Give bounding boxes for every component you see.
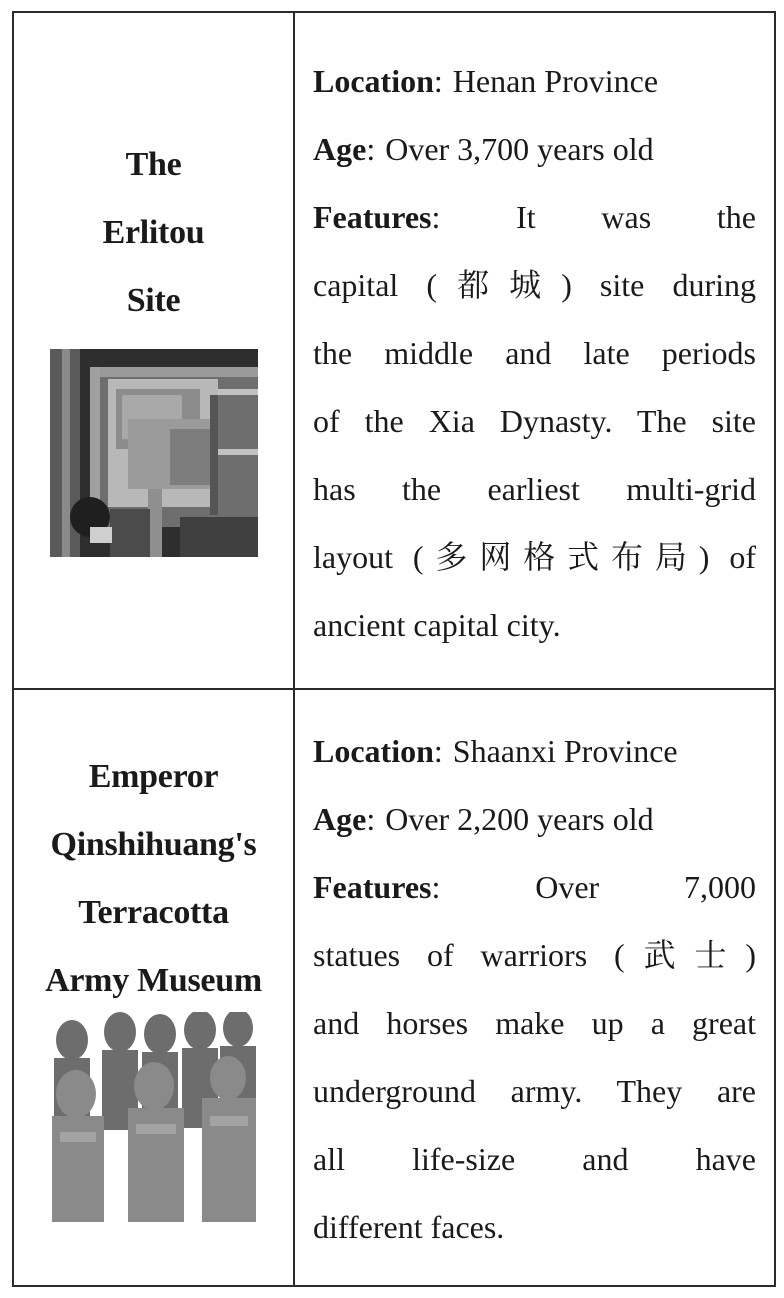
table-row-erlitou — [14, 13, 774, 690]
features-text: the middle and late periods — [313, 335, 756, 371]
erlitou-site-image — [50, 349, 258, 557]
erlitou-site-photo — [50, 349, 258, 557]
site-name-line: Army Museum — [45, 962, 262, 999]
features-text: ancient capital city. — [313, 607, 561, 643]
colon: : — [366, 801, 376, 837]
site-name-line: Erlitou — [102, 214, 205, 251]
features-text: It was the — [516, 199, 757, 235]
site-details — [313, 47, 756, 659]
location-value: Shaanxi Province — [452, 733, 678, 769]
colon: : — [433, 63, 443, 99]
age-line — [313, 115, 756, 183]
site-name-line: Terracotta — [78, 894, 229, 931]
colon: : — [433, 733, 443, 769]
location-label: Location — [313, 733, 434, 769]
site-name-line: Emperor — [88, 758, 219, 795]
location-line — [313, 717, 756, 785]
terracotta-warriors-photo — [50, 1012, 260, 1222]
colon: : — [431, 869, 441, 905]
features-text: and horses make up a great — [313, 1005, 756, 1041]
features-text: Over 7,000 — [535, 869, 756, 905]
site-name — [14, 131, 293, 335]
age-label: Age — [313, 131, 367, 167]
features-text: layout (多网格式布局) of — [313, 539, 756, 575]
site-name-line: The — [125, 146, 182, 183]
site-name-cell — [14, 13, 295, 688]
colon: : — [431, 199, 441, 235]
site-details-cell — [295, 13, 774, 688]
age-value: Over 3,700 years old — [385, 131, 654, 167]
attractions-table — [12, 11, 776, 1287]
features-text: has the earliest multi-grid — [313, 471, 756, 507]
colon: : — [366, 131, 376, 167]
features-label: Features — [313, 199, 432, 235]
features-text: of the Xia Dynasty. The site — [313, 403, 756, 439]
features-line — [313, 853, 756, 921]
features-line — [313, 183, 756, 251]
table-row-terracotta — [14, 690, 774, 1285]
site-name — [14, 743, 293, 1015]
terracotta-warriors-image — [50, 1012, 260, 1222]
location-label: Location — [313, 63, 434, 99]
location-value: Henan Province — [452, 63, 659, 99]
location-line — [313, 47, 756, 115]
site-details — [313, 717, 756, 1261]
age-label: Age — [313, 801, 367, 837]
site-name-cell — [14, 690, 295, 1285]
features-text: capital (都城) site during — [313, 267, 756, 303]
age-value: Over 2,200 years old — [385, 801, 654, 837]
age-line — [313, 785, 756, 853]
features-text: underground army. They are — [313, 1073, 756, 1109]
site-name-line: Site — [126, 282, 181, 319]
features-text: statues of warriors (武士) — [313, 937, 756, 973]
site-name-line: Qinshihuang's — [50, 826, 257, 863]
features-text: different faces. — [313, 1209, 505, 1245]
features-text: all life-size and have — [313, 1141, 756, 1177]
site-details-cell — [295, 690, 774, 1285]
features-label: Features — [313, 869, 432, 905]
